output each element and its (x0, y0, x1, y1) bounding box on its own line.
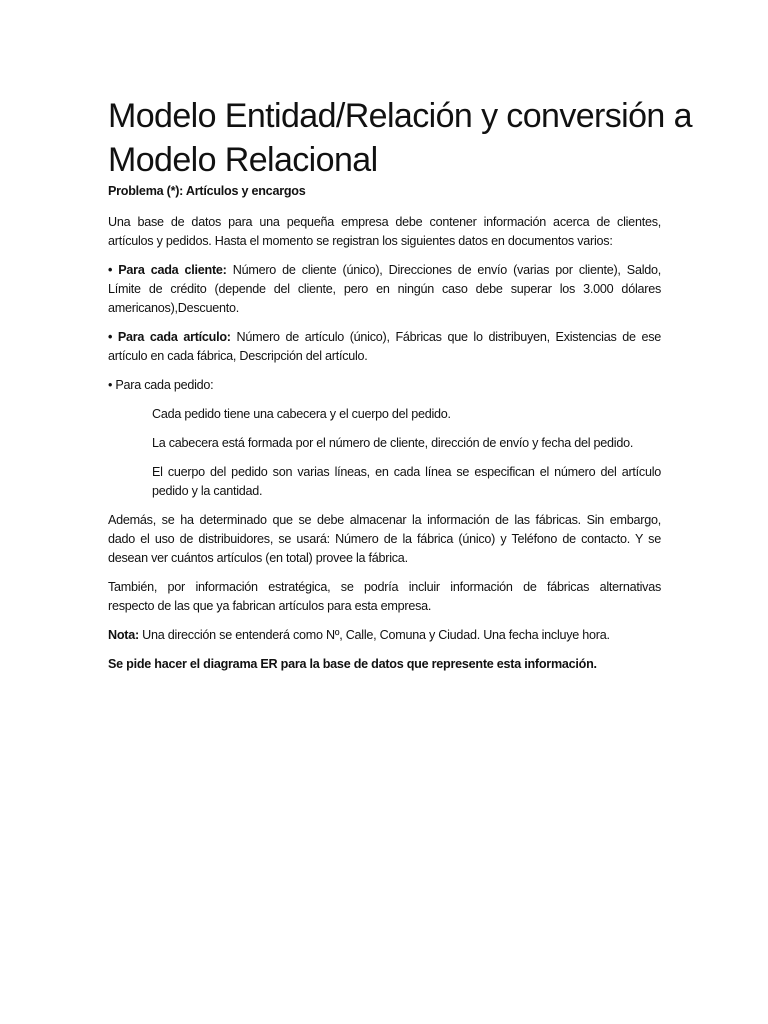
problem-heading (108, 182, 661, 201)
text-line: Límite de crédito (depende del cliente, pero en ningún caso debe superar los 3.000 dólares (108, 282, 661, 296)
bullet-label: • Para cada artículo: (108, 330, 231, 344)
text-line: También, por información estratégica, se podría incluir información de fábricas alternativas (108, 580, 661, 594)
pedido-sub-1 (108, 405, 661, 424)
pedido-sub-2 (108, 434, 661, 453)
document-page (108, 94, 692, 684)
title-line: Modelo Relacional (108, 141, 378, 179)
request-paragraph (108, 655, 661, 674)
text-line: El cuerpo del pedido son varias líneas, en cada línea se especifican el número del artículo (152, 465, 661, 479)
text-line: Número de cliente (único), Direcciones de envío (varias por cliente), Saldo, (226, 263, 662, 277)
text-line: desean ver cuántos artículos (en total) provee la fábrica. (108, 551, 408, 565)
pedido-sub-3 (108, 463, 661, 501)
text-line: Cada pedido tiene una cabecera y el cuerpo del pedido. (152, 407, 451, 421)
title-line: Modelo Entidad/Relación y conversión a (108, 97, 692, 135)
text-line: artículos y pedidos. Hasta el momento se registran los siguientes datos en documentos varios: (108, 234, 613, 248)
ademas-paragraph (108, 511, 661, 568)
text-line: Una base de datos para una pequeña empresa debe contener información acerca de clientes, (108, 215, 661, 229)
text-line: La cabecera está formada por el número de cliente, dirección de envío y fecha del pedido. (152, 436, 634, 450)
tambien-paragraph (108, 578, 661, 616)
bullet-pedido (108, 376, 661, 395)
document-title (108, 94, 692, 182)
problem-heading-text: Problema (*): Artículos y encargos (108, 184, 306, 198)
bullet-label: • Para cada pedido: (108, 378, 214, 392)
text-line: Una dirección se entenderá como Nº, Calle, Comuna y Ciudad. Una fecha incluye hora. (138, 628, 610, 642)
request-text: Se pide hacer el diagrama ER para la base de datos que represente esta información. (108, 657, 597, 671)
text-line: artículo en cada fábrica, Descripción del artículo. (108, 349, 368, 363)
intro-paragraph (108, 213, 661, 251)
bullet-cliente (108, 261, 661, 318)
text-line: Además, se ha determinado que se debe almacenar la información de las fábricas. Sin embargo, (108, 513, 661, 527)
bullet-articulo (108, 328, 661, 366)
text-line: americanos),Descuento. (108, 301, 239, 315)
text-line: pedido y la cantidad. (152, 484, 263, 498)
text-line: dado el uso de distribuidores, se usará: Número de la fábrica (único) y Teléfono de contacto. Y se (108, 532, 661, 546)
text-line: respecto de las que ya fabrican artículos para esta empresa. (108, 599, 432, 613)
text-line: Número de artículo (único), Fábricas que lo distribuyen, Existencias de ese (230, 330, 662, 344)
nota-paragraph (108, 626, 661, 645)
nota-label: Nota: (108, 628, 139, 642)
bullet-label: • Para cada cliente: (108, 263, 227, 277)
